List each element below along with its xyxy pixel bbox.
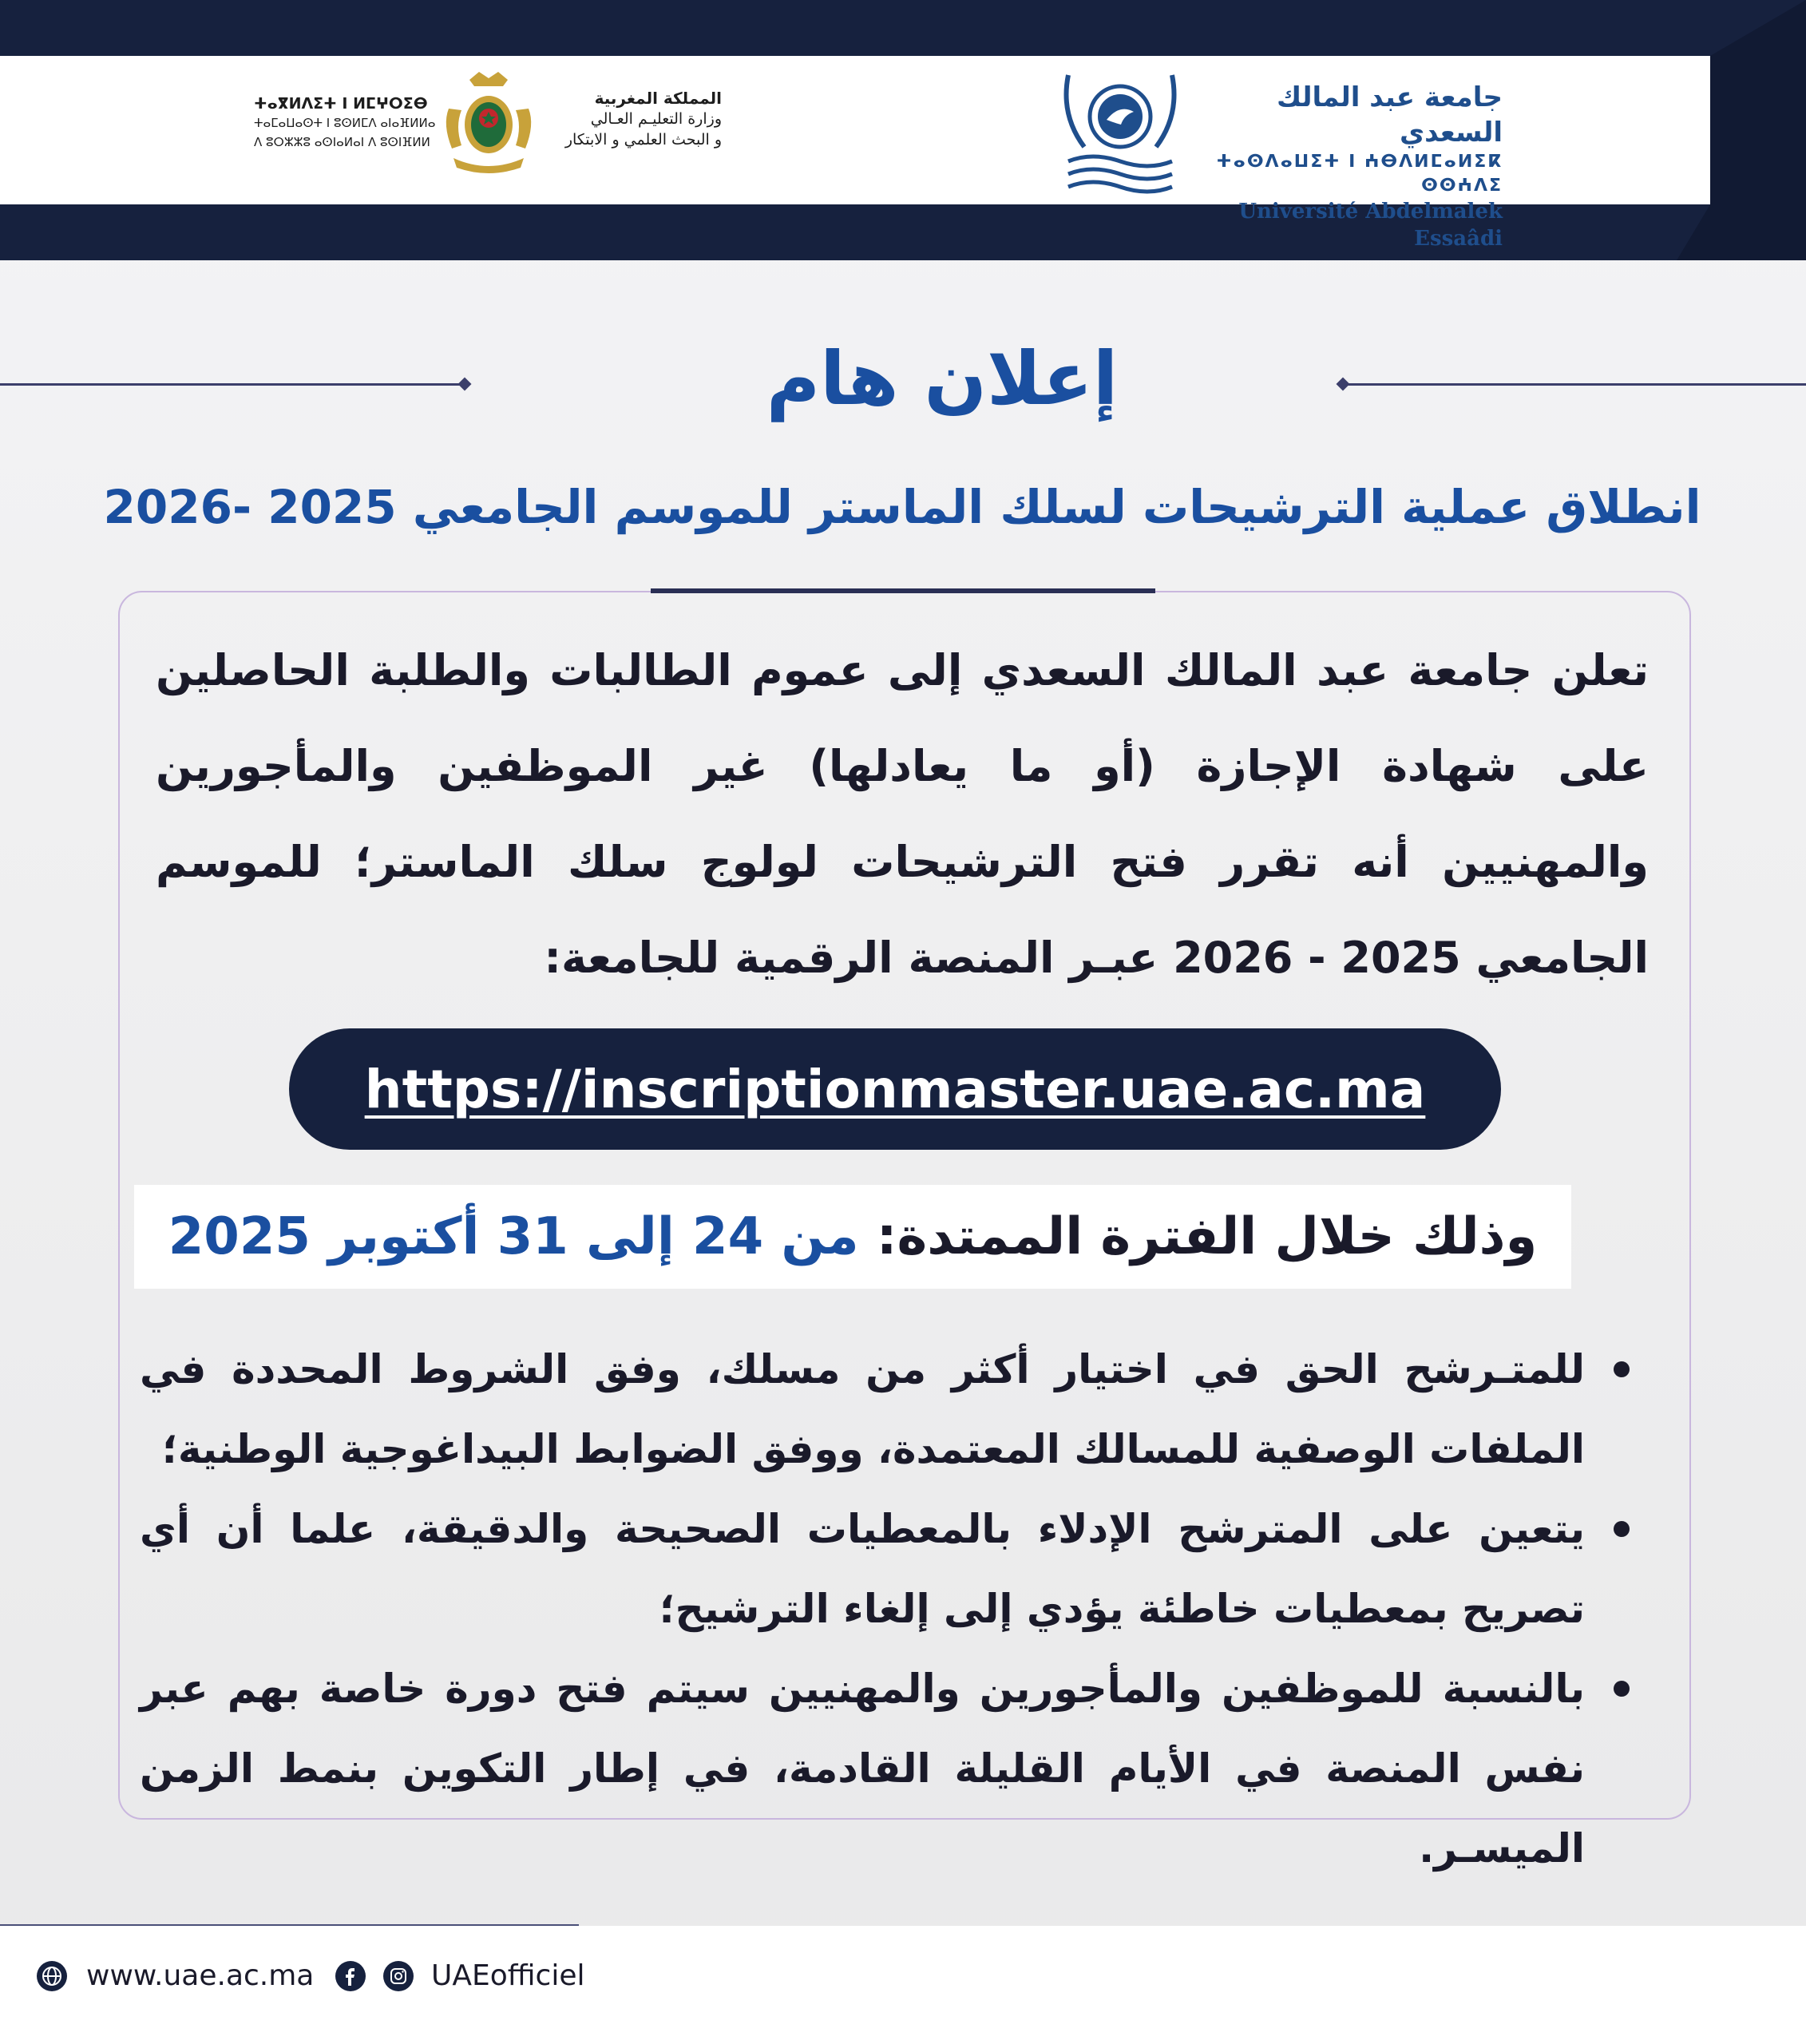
list-item-text: بالنسبة للموظفين والمأجورين والمهنيين سيتم فتح دورة خاصة بهم عبر نفس المنصة في الأيام القليلة القادمة، في إطار التكوين بنمط الزمن الميسـر.: [140, 1666, 1585, 1872]
period-dates: من 24 إلى 31 أكتوبر 2025: [168, 1207, 859, 1266]
list-item-text: يتعين على المترشح الإدلاء بالمعطيات الصحيحة والدقيقة، علما أن أي تصريح بمعطيات خاطئة يؤدي إلى إلغاء الترشيح؛: [140, 1506, 1585, 1632]
title-left-divider: [0, 383, 463, 386]
title-left-dot: [458, 378, 472, 391]
bullet-dot: [1614, 1361, 1630, 1377]
period-label: وذلك خلال الفترة الممتدة:: [876, 1207, 1538, 1266]
gov-amazigh-text: [254, 94, 438, 152]
university-name: [1183, 80, 1503, 252]
gov-amazigh-line1: ⵜⴰⴳⵍⴷⵉⵜ ⵏ ⵍⵎⵖⵔⵉⴱ: [254, 95, 428, 113]
list-item: [140, 1329, 1641, 1489]
title-right-divider: [1341, 383, 1806, 386]
footer-social[interactable]: [335, 1959, 585, 1992]
gov-arabic-text: [546, 88, 722, 150]
bullet-dot: [1614, 1521, 1630, 1537]
list-item-text: للمتـرشح الحق في اختيار أكثر من مسلك، وفق الشروط المحددة في الملفات الوصفية للمسالك المعتمدة، ووفق الضوابط البيداغوجية الوطنية؛: [140, 1346, 1585, 1472]
list-item: [140, 1649, 1641, 1888]
website-url[interactable]: www.uae.ac.ma: [86, 1959, 315, 1992]
university-logo-icon: [1060, 67, 1180, 200]
university-name-arabic: جامعة عبد المالك السعدي: [1277, 81, 1503, 149]
gov-arabic-line3: و البحث العلمي و الابتكار: [564, 131, 722, 149]
application-period: [134, 1185, 1571, 1289]
university-name-french: Université Abdelmalek Essaâdi: [1238, 200, 1503, 251]
gov-amazigh-line3: ⴷ ⵓⵔⵣⵣⵓ ⴰⵙⵏⴰⵍⴰⵏ ⴷ ⵓⵙⵏⴼⵍⵍ: [254, 135, 430, 149]
globe-icon: [37, 1961, 67, 1991]
announcement-subtitle: انطلاق عملية الترشيحات لسلك الماستر للموسم الجامعي 2025 -2026: [103, 480, 1701, 534]
footer-divider: [0, 1924, 579, 1926]
facebook-icon[interactable]: [335, 1961, 366, 1991]
announcement-title: إعلان هام: [766, 336, 1119, 422]
registration-link-pill[interactable]: [289, 1028, 1501, 1150]
title-right-dot: [1337, 378, 1350, 391]
registration-link[interactable]: https://inscriptionmaster.uae.ac.ma: [364, 1058, 1426, 1120]
university-name-amazigh: ⵜⴰⵙⴷⴰⵡⵉⵜ ⵏ ⵄⴱⴷⵍⵎⴰⵍⵉⴽ ⵙⵙⵄⴷⵉ: [1216, 152, 1503, 196]
subtitle-underline: [651, 588, 1155, 593]
gov-arabic-line1: المملكة المغربية: [594, 89, 722, 108]
instagram-icon[interactable]: [383, 1961, 414, 1991]
list-item: [140, 1489, 1641, 1649]
gov-amazigh-line2: ⵜⴰⵎⴰⵡⴰⵙⵜ ⵏ ⵓⵙⵍⵎⴷ ⴰⵏⴰⴼⵍⵍⴰ: [254, 116, 436, 130]
conditions-list: [140, 1329, 1641, 1888]
moroccan-coat-of-arms-icon: [438, 69, 540, 177]
social-handle[interactable]: UAEofficiel: [431, 1959, 585, 1992]
footer-website[interactable]: [37, 1959, 314, 1992]
announcement-intro: تعلن جامعة عبد المالك السعدي إلى عموم الطالبات والطلبة الحاصلين على شهادة الإجازة (أو ما يعادلها) غير الموظفين والمأجورين والمهنيين أنه تقرر فتح الترشيحات لولوج سلك الماستر؛ للموسم الجامعي 2025 - 2026 عبـر المنصة الرقمية للجامعة:: [156, 645, 1649, 983]
bullet-dot: [1614, 1681, 1630, 1697]
gov-arabic-line2: وزارة التعليـم العـالي: [590, 110, 722, 128]
